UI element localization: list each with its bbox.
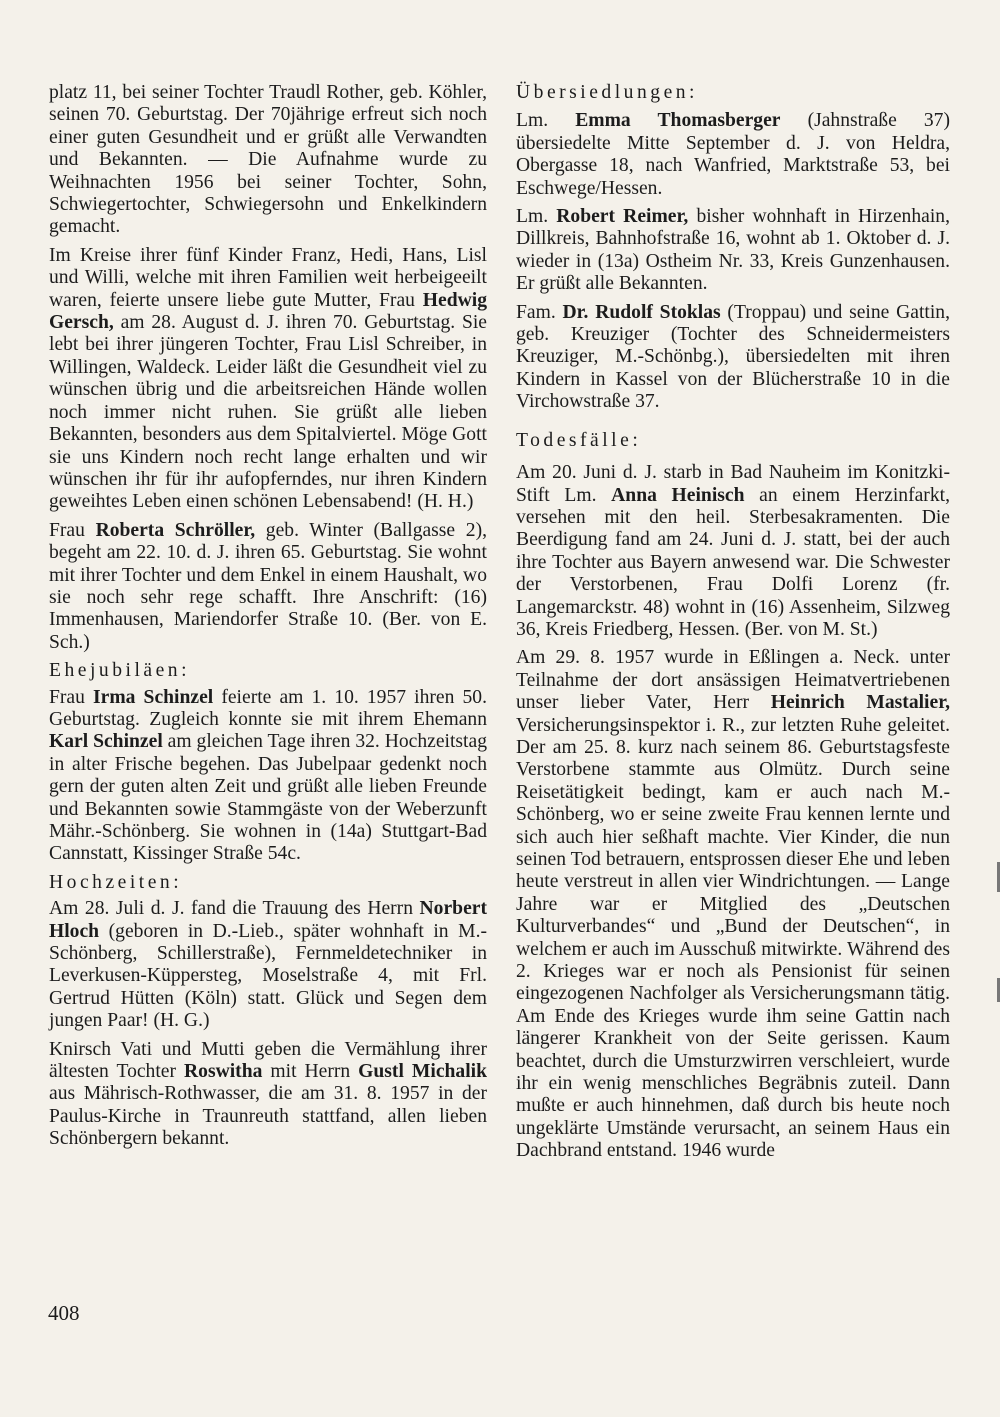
- text-segment: Knirsch Vati und Mutti geben die Vermählung ihrer ältesten Tochter: [49, 1038, 487, 1083]
- text-segment: Lm.: [516, 110, 576, 132]
- person-name: Hedwig Gersch,: [49, 289, 487, 334]
- text-segment: (geboren in D.-Lieb., später wohnhaft in M.-Schönberg, Schillerstraße), Fernmeldetechniker in Leverkusen-Küppersteg, Moselstraße 4, mit Frl. Gertrud Hütten (Köln) statt. Glück und Segen dem jungen Paar! (H. G.): [49, 920, 487, 1032]
- article-stoklas-move: [516, 302, 950, 414]
- text-segment: Im Kreise ihrer fünf Kinder Franz, Hedi, Hans, Lisl und Willi, welche mit ihren Familien weit herbeigeeilt waren, feierte unsere liebe gute Mutter, Frau: [49, 244, 487, 311]
- left-column: [49, 82, 487, 1157]
- text-segment: Versicherungsinspektor i. R., zur letzten Ruhe geleitet. Der am 25. 8. kurz nach seinem 86. Geburtstagsfeste Verstorbene stammte aus Olmütz. Durch seine Reisetätigkeit bedingt, kam er auch nach M.-Schönberg, wo er seine zweite Frau kennen lernte und sich auch hier seßhaft machte. Vier Kinder, die nun seinen Tod betrauern, entsprossen dieser Ehe und leben heute verstreut in allen vier Windrichtungen. — Lange Jahre war er Mitglied des „Deutschen Kulturverbandes“ und „Bund der Deutschen“, in welchem er auch im Ausschuß mitwirkte. Während des 2. Krieges war er noch als Pensionist für seinen eingezogenen Nachfolger als Versicherungsmann tätig. Am Ende des Krieges wurde ihm seine Gattin nach längerer Krankheit von der Seite gerissen. Kaum beachtet, durch die Umsturzwirren verschleiert, wurde ihr ein wenig menschliches Begräbnis zuteil. Dann mußte er auch hinnehmen, daß durch bis heute noch ungeklärte Umstände verursacht, an seinem Haus ein Dachbrand entstand. 1946 wurde: [516, 714, 950, 1162]
- article-thomasberger-move: [516, 110, 950, 200]
- person-name: Robert Reimer,: [556, 206, 689, 228]
- section-heading-ehejubilaeen: Ehejubiläen:: [49, 660, 191, 682]
- person-name: Karl Schinzel: [49, 731, 163, 753]
- section-heading-uebersiedlungen: Übersiedlungen:: [516, 82, 699, 103]
- text-segment: Frau: [49, 519, 96, 541]
- person-name: Gustl Michalik: [358, 1061, 487, 1083]
- person-name: Irma Schinzel: [93, 686, 214, 708]
- person-name: Emma Thomasberger: [575, 110, 781, 132]
- text-segment: an einem Herzinfarkt, versehen mit den heil. Sterbesakramenten. Die Beerdigung fand am 24. Juni d. J. statt, bei der auch ihre Tochter aus Bayern anwesend war. Die Schwester der Verstorbenen, Frau Dolfi Lorenz (fr. Langemarckstr. 48) wohnt in (16) Assenheim, Silzweg 36, Kreis Friedberg, Hessen. (Ber. von M. St.): [516, 484, 950, 640]
- person-name: Heinrich Mastalier,: [770, 692, 950, 714]
- text-segment: am gleichen Tage ihren 32. Hochzeitstag in alter Frische begehen. Das Jubelpaar gedenkt noch gern der guten alten Zeit und grüßt alle lieben Freunde und Bekannten sowie Stammgäste von der Weberzunft Mähr.-Schönberg. Sie wohnen in (14a) Stuttgart-Bad Cannstatt, Kissinger Straße 54c.: [49, 731, 487, 865]
- text-segment: bisher wohnhaft in Hirzenhain, Dillkreis, Bahnhofstraße 16, wohnt ab 1. Oktober d. J. wieder in (13a) Ostheim Nr. 33, Kreis Gunzenhausen. Er grüßt alle Bekannten.: [516, 206, 950, 295]
- person-name: Dr. Rudolf Stoklas: [562, 301, 721, 323]
- person-name: Anna Heinisch: [611, 484, 745, 506]
- text-segment: Fam.: [516, 301, 563, 323]
- article-mastalier-death: [516, 647, 950, 1162]
- section-heading-todesfaelle: Todesfälle:: [516, 429, 642, 451]
- article-hloch-wedding: [49, 898, 487, 1032]
- text-segment: aus Mährisch-Rothwasser, die am 31. 8. 1957 in der Paulus-Kirche in Traunreuth stattfand, allen lieben Schönbergern bekannt.: [49, 1083, 487, 1150]
- text-segment: Am 29. 8. 1957 wurde in Eßlingen a. Neck. unter Teilnahme der dort ansässigen Heimatvertriebenen unser lieber Vater, Herr: [516, 647, 950, 714]
- article-reimer-move: [516, 206, 950, 296]
- text-segment: Am 28. Juli d. J. fand die Trauung des Herrn: [49, 898, 420, 920]
- article-heinisch-death: [516, 462, 950, 641]
- text-segment: mit Herrn: [262, 1061, 359, 1083]
- person-name: Roberta Schröller,: [95, 519, 256, 541]
- text-segment: Frau: [49, 686, 94, 708]
- text-segment: (Jahnstraße 37) übersiedelte Mitte September d. J. von Heldra, Obergasse 18, nach Wanfried, Marktstraße 53, bei Eschwege/Hessen.: [516, 110, 951, 199]
- article-rother-birthday: [49, 82, 487, 239]
- page-number: 408: [48, 1301, 80, 1325]
- text-segment: am 28. August d. J. ihren 70. Geburtstag. Sie lebt bei ihrer jüngeren Tochter, Frau Lisl Schreiber, in Willingen, Waldeck. Leider läßt die Gesundheit viel zu wünschen übrig und die arbeitsreichen Hände wollen noch immer nicht ruhen. Sie grüßt alle lieben Bekannten, besonders aus dem Spitalviertel. Möge Gott sie uns Kindern noch recht lange erhalten und wir wünschen ihr für ihr aufopferndes, nur ihren Kindern geweihtes Leben einen schönen Lebensabend! (H. H.): [49, 312, 487, 513]
- text-segment: geb. Winter (Ballgasse 2), begeht am 22. 10. d. J. ihren 65. Geburtstag. Sie wohnt mit ihrer Tochter und dem Enkel in einem Haushalt, wo sie noch sehr rege schafft. Ihre Anschrift: (16) Immenhausen, Mariendorfer Straße 10. (Ber. von E. Sch.): [49, 519, 487, 653]
- article-knirsch-wedding: [49, 1039, 487, 1151]
- text-segment: (Troppau) und seine Gattin, geb. Kreuziger (Tochter des Schneidermeisters Kreuziger, M.-Schönbg.), übersiedelten mit ihren Kindern in Kassel von der Blücherstraße 10 in die Virchowstraße 37.: [516, 301, 950, 413]
- text-segment: Lm.: [516, 206, 557, 228]
- text-segment: Am 20. Juni d. J. starb in Bad Nauheim im Konitzki-Stift Lm.: [516, 462, 950, 506]
- section-heading-hochzeiten: Hochzeiten:: [49, 871, 183, 893]
- text-segment: platz 11, bei seiner Tochter Traudl Rother, geb. Köhler, seinen 70. Geburtstag. Der 70jährige erfreut sich noch einer guten Gesundheit und er grüßt alle Verwandten und Bekannten. — Die Aufnahme wurde zu Weihnachten 1956 bei seiner Tochter, Sohn, Schwiegertochter, Schwiegersohn und Enkelkindern gemacht.: [49, 82, 487, 238]
- article-gersch-birthday: [49, 245, 487, 514]
- person-name: Norbert Hloch: [49, 898, 487, 942]
- article-schinzel-jubilee: [49, 687, 487, 866]
- text-segment: feierte am 1. 10. 1957 ihren 50. Geburtstag. Zugleich konnte sie mit ihrem Ehemann: [49, 686, 487, 730]
- article-schroeller-birthday: [49, 520, 487, 654]
- right-column: [516, 82, 950, 1169]
- person-name: Roswitha: [184, 1061, 263, 1083]
